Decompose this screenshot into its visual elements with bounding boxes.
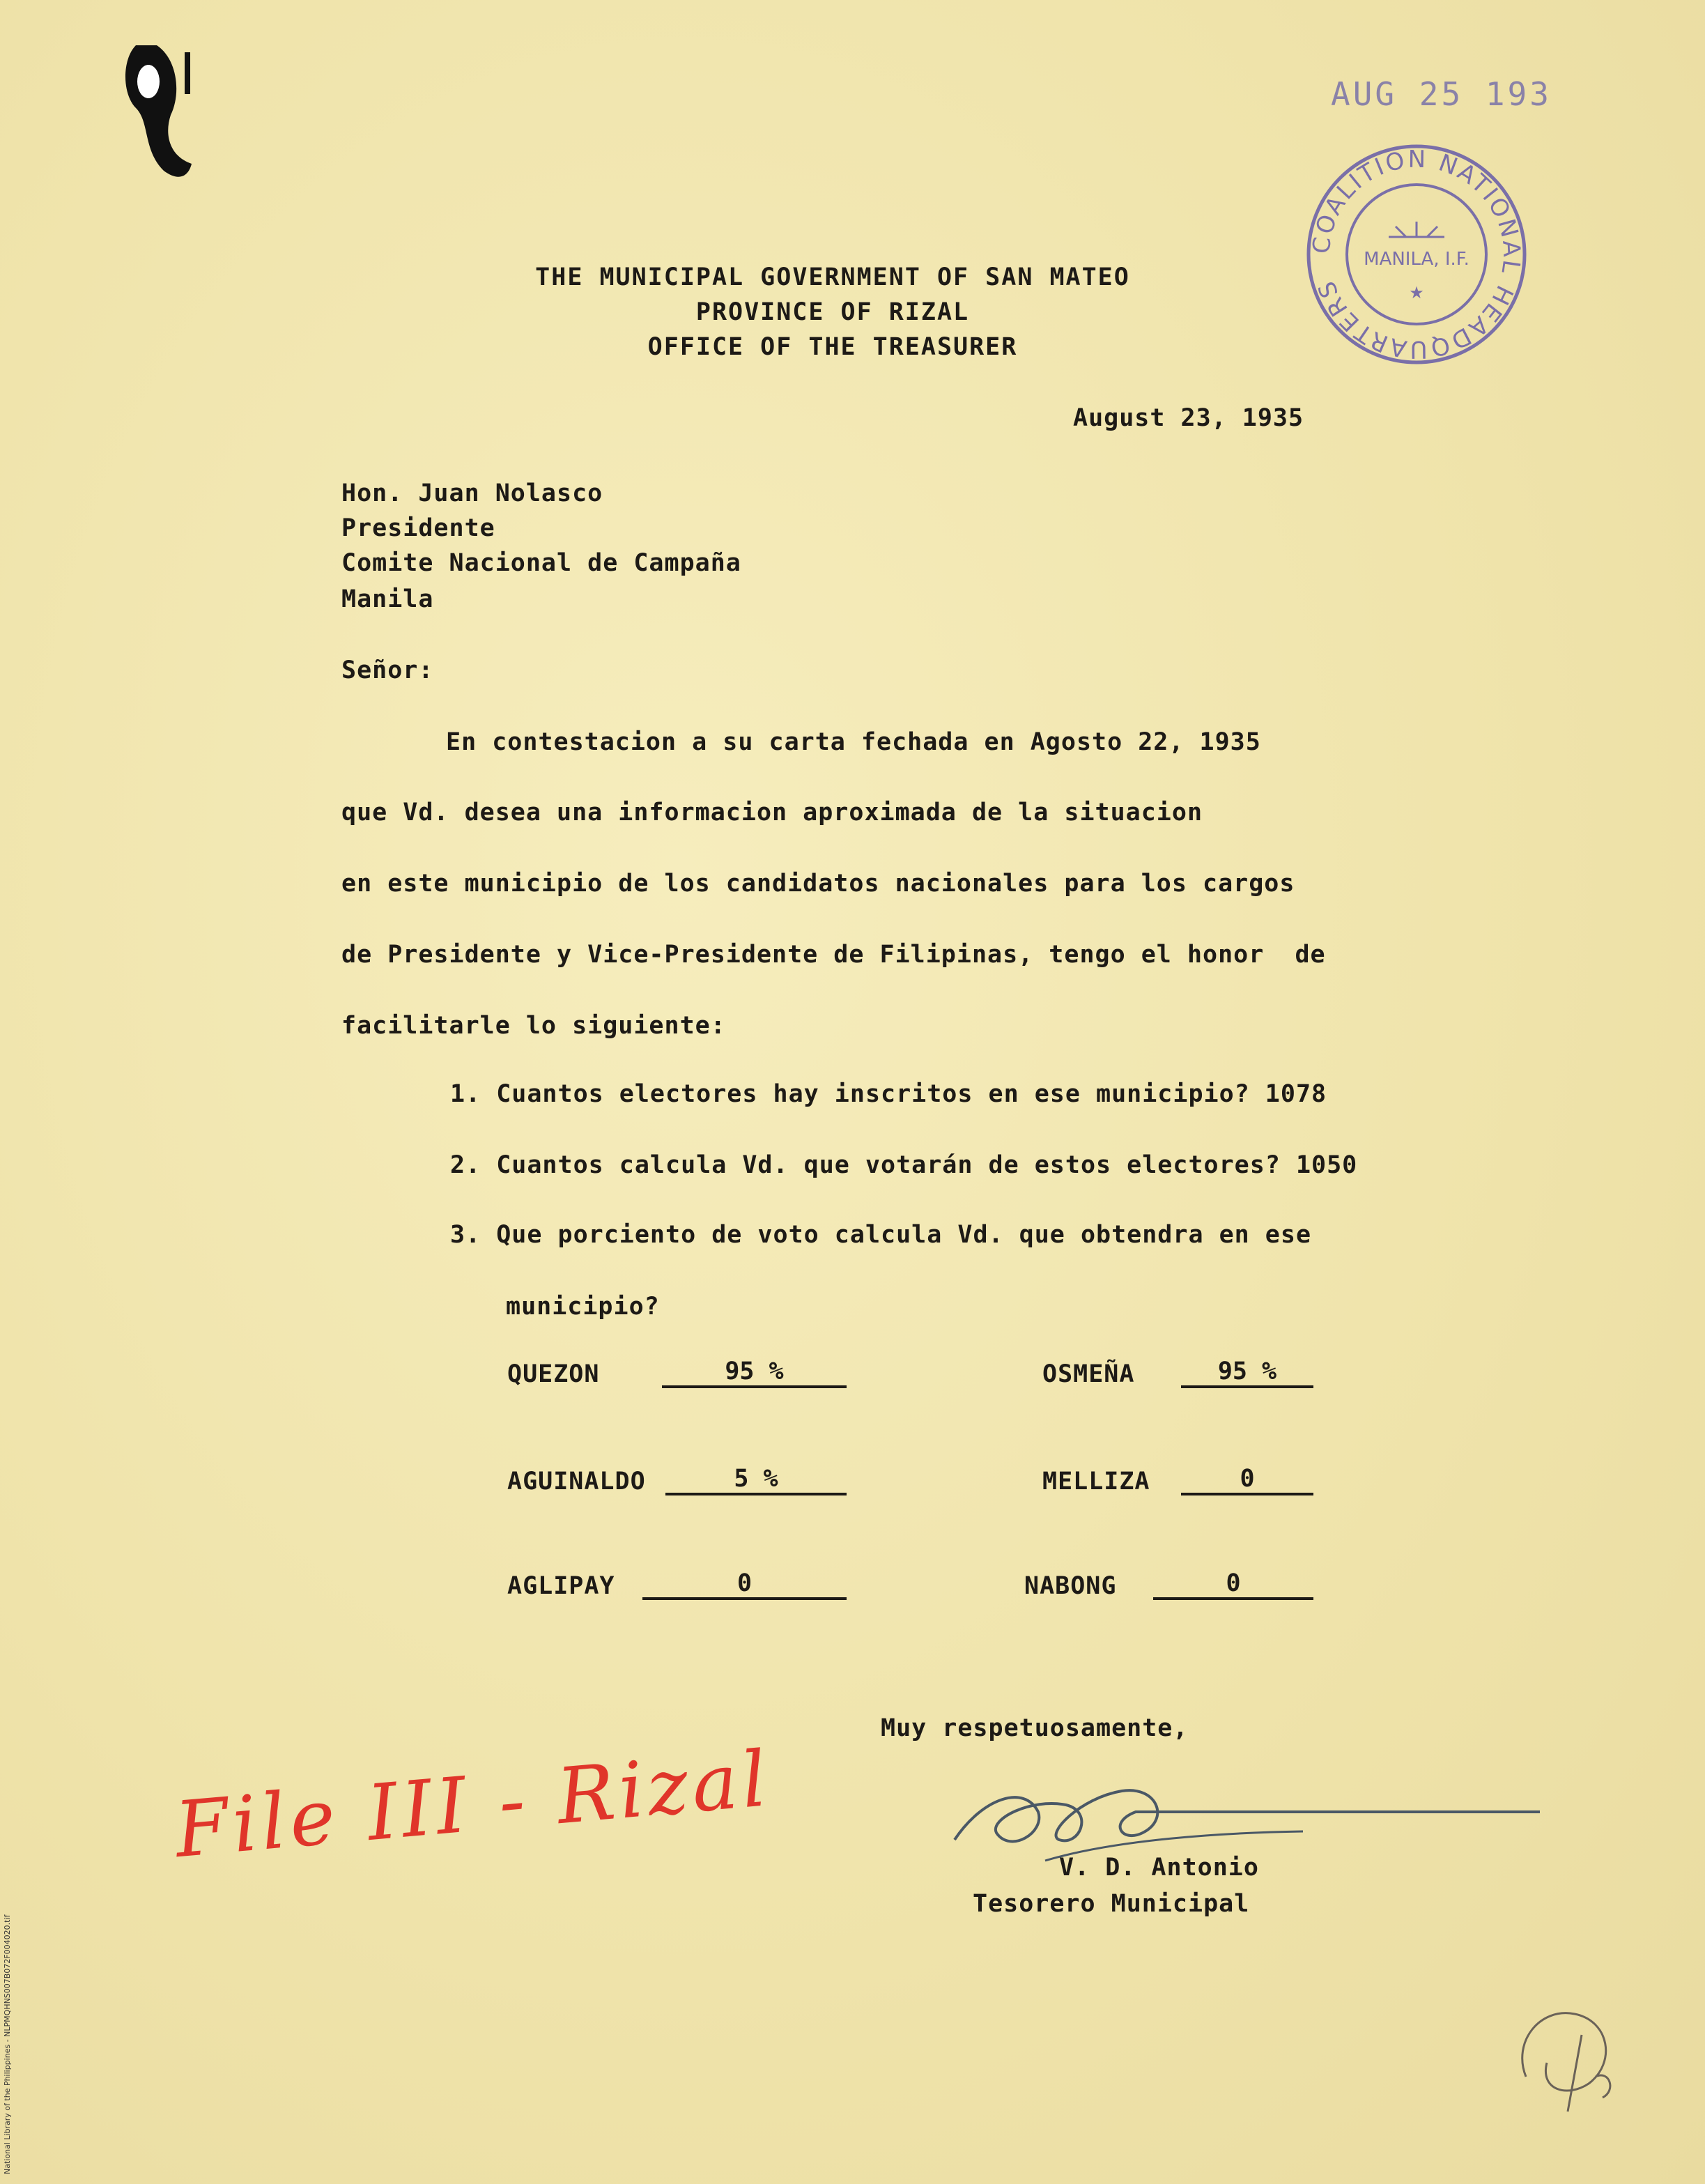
file-annotation: File III - Rizal (171, 1733, 774, 1875)
body-line-2: que Vd. desea una informacion aproximada de la situacion (341, 799, 1203, 826)
received-date-stamp: AUG 25 193 (1331, 75, 1552, 113)
body-line-4: de Presidente y Vice-Presidente de Filipinas, tengo el honor de (341, 941, 1326, 969)
melliza-blank-line (1181, 1493, 1313, 1495)
aguinaldo-blank-line (665, 1493, 847, 1495)
salutation: Señor: (341, 656, 434, 684)
letterhead-line-1: THE MUNICIPAL GOVERNMENT OF SAN MATEO (535, 263, 1130, 291)
svg-text:★: ★ (1409, 283, 1424, 302)
candidate-quezon-label: QUEZON (507, 1360, 600, 1388)
archive-footer-text: National Library of the Philippines - NLPMQHNS007B072F004020.tif (3, 1914, 12, 2174)
signer-title: Tesorero Municipal (973, 1890, 1250, 1918)
candidate-aglipay-label: AGLIPAY (507, 1572, 615, 1600)
letterhead-line-2: PROVINCE OF RIZAL (695, 298, 970, 326)
candidate-aguinaldo-value: 5 % (734, 1465, 778, 1493)
body-line-3: en este municipio de los candidatos nacionales para los cargos (341, 870, 1295, 898)
question-3: 3. Que porciento de voto calcula Vd. que obtendra en ese (450, 1221, 1312, 1249)
aglipay-blank-line (642, 1597, 847, 1600)
addressee-title: Presidente (341, 514, 495, 542)
nabong-blank-line (1153, 1597, 1313, 1600)
candidate-aglipay-value: 0 (736, 1569, 753, 1597)
addressee-name: Hon. Juan Nolasco (341, 479, 603, 507)
archive-footer (3, 1659, 18, 2174)
osmena-blank-line (1181, 1385, 1313, 1388)
candidate-osmena-value: 95 % (1217, 1358, 1277, 1385)
body-line-1: En contestacion a su carta fechada en Agosto 22, 1935 (446, 728, 1261, 756)
letterhead-line-3: OFFICE OF THE TREASURER (647, 333, 1018, 361)
addressee-org: Comite Nacional de Campaña (341, 549, 741, 577)
signer-name: V. D. Antonio (1059, 1854, 1259, 1882)
handwritten-initials (1498, 1979, 1637, 2118)
addressee-city: Manila (341, 585, 434, 613)
question-1: 1. Cuantos electores hay inscritos en ese municipio? 1078 (450, 1080, 1327, 1108)
seal-center-text: MANILA, I.F. (1364, 249, 1469, 270)
candidate-nabong-label: NABONG (1024, 1572, 1117, 1600)
body-line-5: facilitarle lo siguiente: (341, 1012, 726, 1040)
candidate-melliza-value: 0 (1240, 1465, 1255, 1493)
seal-ring-text: COALITION NATIONAL HEADQUARTERS (1307, 145, 1526, 364)
coalition-seal (1302, 139, 1532, 369)
candidate-melliza-label: MELLIZA (1042, 1468, 1150, 1495)
question-3-cont: municipio? (506, 1293, 660, 1321)
candidate-aguinaldo-label: AGUINALDO (507, 1468, 646, 1495)
candidate-nabong-value: 0 (1226, 1569, 1241, 1597)
quezon-blank-line (662, 1385, 847, 1388)
candidate-osmena-label: OSMEÑA (1042, 1360, 1135, 1388)
letter-date: August 23, 1935 (1073, 404, 1304, 432)
closing: Muy respetuosamente, (881, 1714, 1189, 1742)
question-2: 2. Cuantos calcula Vd. que votarán de estos electores? 1050 (450, 1151, 1358, 1179)
punch-hole-tear (115, 31, 199, 185)
candidate-quezon-value: 95 % (725, 1358, 784, 1385)
